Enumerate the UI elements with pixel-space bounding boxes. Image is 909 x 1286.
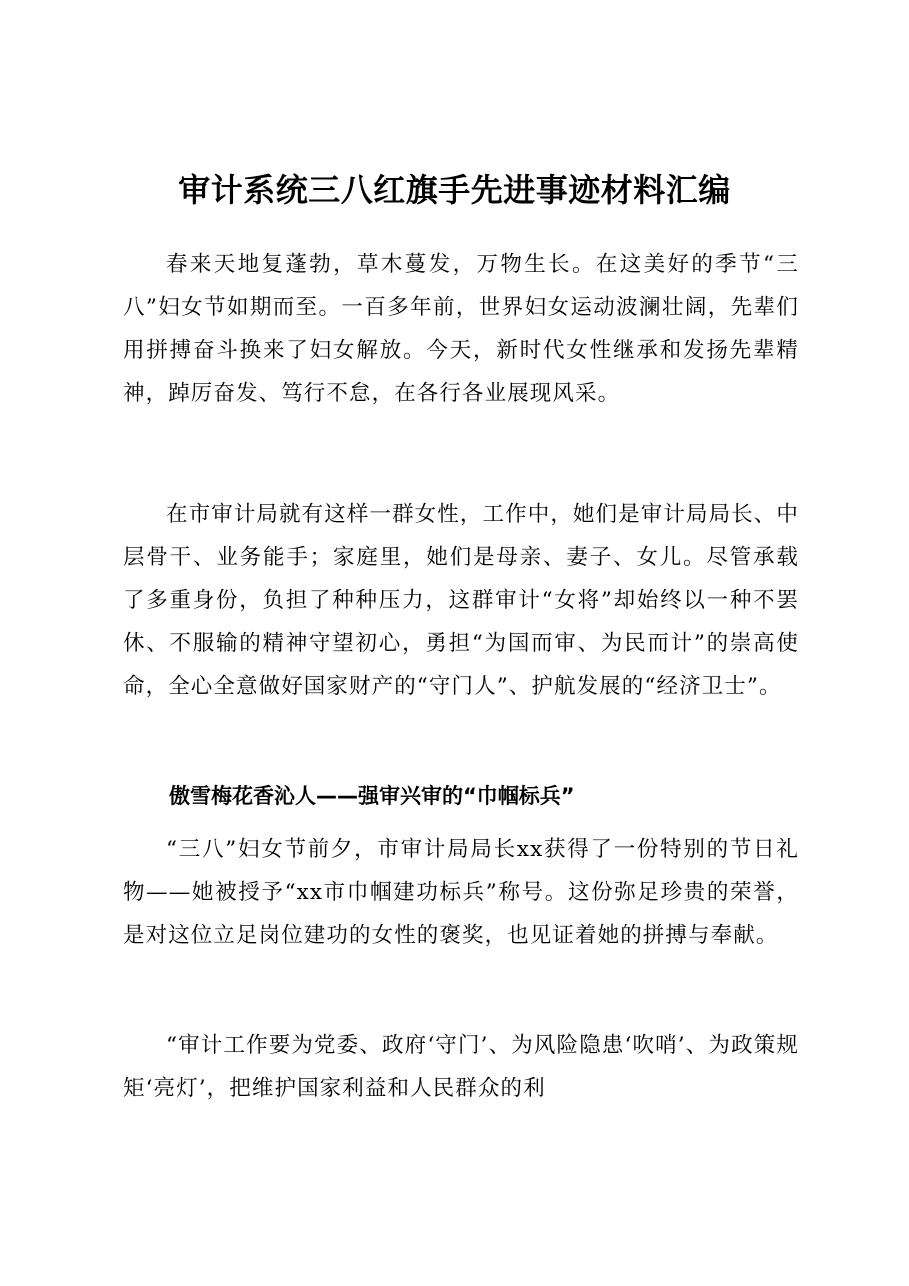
- intro-paragraph-1: 春来天地复蓬勃，草木蔓发，万物生长。在这美好的季节“三八”妇女节如期而至。一百多年前，世界妇女运动波澜壮阔，先辈们用拼搏奋斗换来了妇女解放。今天，新时代女性继承和发扬先辈精神，踔厉奋发、笃行不怠，在各行各业展现风采。: [123, 251, 799, 406]
- section-paragraph-2: “审计工作要为党委、政府‘守门’、为风险隐患‘吹哨’、为政策规矩‘亮灯’，把维护国家利益和人民群众的利: [123, 1032, 799, 1101]
- section-paragraph-1: “三八”妇女节前夕，市审计局局长xx获得了一份特别的节日礼物——她被授予“xx市巾帼建功标兵”称号。这份弥足珍贵的荣誉，是对这位立足岗位建功的女性的褒奖，也见证着她的拼搏与奉献。: [123, 836, 799, 948]
- intro-paragraph-2: 在市审计局就有这样一群女性，工作中，她们是审计局局长、中层骨干、业务能手；家庭里，她们是母亲、妻子、女儿。尽管承载了多重身份，负担了种种压力，这群审计“女将”却始终以一种不罢休、不服输的精神守望初心，勇担“为国而审、为民而计”的崇高使命，全心全意做好国家财产的“守门人”、护航发展的“经济卫士”。: [123, 501, 799, 699]
- document-title: 审计系统三八红旗手先进事迹材料汇编: [178, 171, 731, 210]
- section-heading: 傲雪梅花香沁人——强审兴审的“巾帼标兵”: [169, 784, 575, 809]
